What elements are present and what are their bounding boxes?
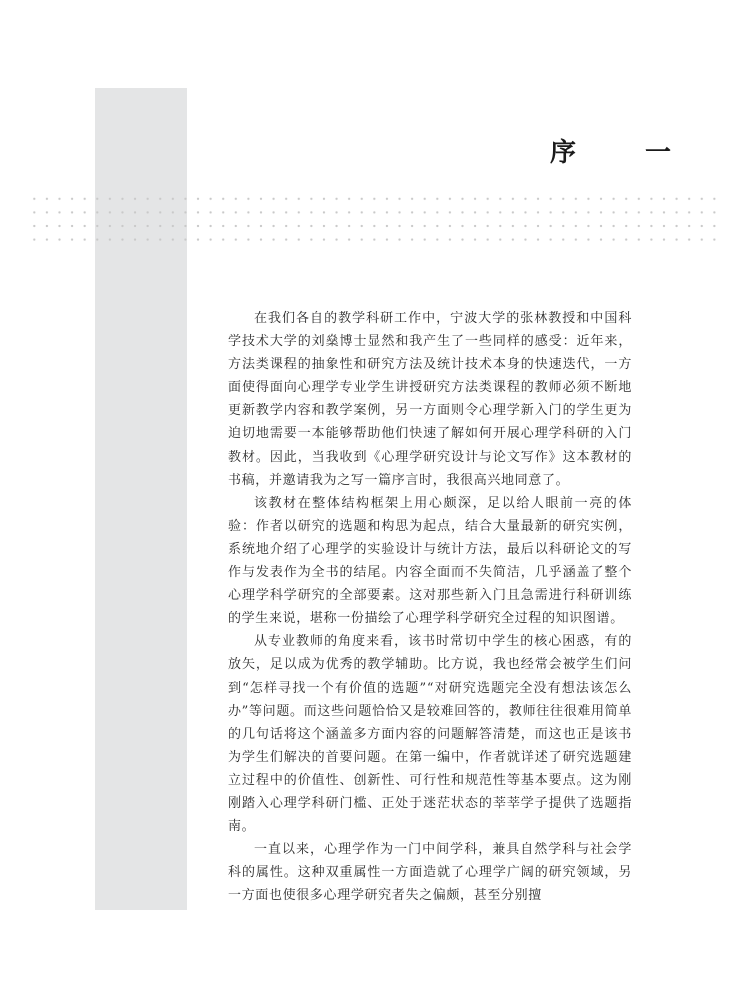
paragraph-1: 在我们各自的教学科研工作中，宁波大学的张林教授和中国科学技术大学的刘燊博士显然和我产生了一些同样的感受：近年来，方法类课程的抽象性和研究方法及统计技术本身的快速迭代，一方面使得面向心理学专业学生讲授研究方法类课程的教师必须不断地更新教学内容和教学案例，另一方面则令心理学新入门的学生更为迫切地需要一本能够帮助他们快速了解如何开展心理学科研的入门教材。因此，当我收到《心理学研究设计与论文写作》这本教材的书稿，并邀请我为之写一篇序言时，我很高兴地同意了。 xyxy=(228,311,632,488)
paragraph-3: 从专业教师的角度来看，该书时常切中学生的核心困惑，有的放矢，足以成为优秀的教学辅助。比方说，我也经常会被学生们问到“怎样寻找一个有价值的选题”“对研究选题完全没有想法该怎么办”等问题。而这些问题恰恰又是较难回答的，教师往往很难用简单的几句话将这个涵盖多方面内容的问题解答清楚，而这也正是该书为学生们解决的首要问题。在第一编中，作者就详述了研究选题建立过程中的价值性、创新性、可行性和规范性等基本要点。这为刚刚踏入心理学科研门槛、正处于迷茫状态的莘莘学子提供了选题指南。 xyxy=(228,634,632,835)
chapter-title: 序 一 xyxy=(550,138,702,168)
dotted-pattern-band xyxy=(28,192,718,248)
body-text xyxy=(228,307,632,907)
paragraph-4: 一直以来，心理学作为一门中间学科，兼具自然学科与社会学科的属性。这种双重属性一方面造就了心理学广阔的研究领域，另一方面也使很多心理学研究者失之偏颇，甚至分别擅 xyxy=(228,842,632,904)
paragraph-2: 该教材在整体结构框架上用心颇深，足以给人眼前一亮的体验：作者以研究的选题和构思为起点，结合大量最新的研究实例，系统地介绍了心理学的实验设计与统计方法，最后以科研论文的写作与发表作为全书的结尾。内容全面而不失简洁，几乎涵盖了整个心理学科学研究的全部要素。这对那些新入门且急需进行科研训练的学生来说，堪称一份描绘了心理学科学研究全过程的知识图谱。 xyxy=(228,495,632,627)
